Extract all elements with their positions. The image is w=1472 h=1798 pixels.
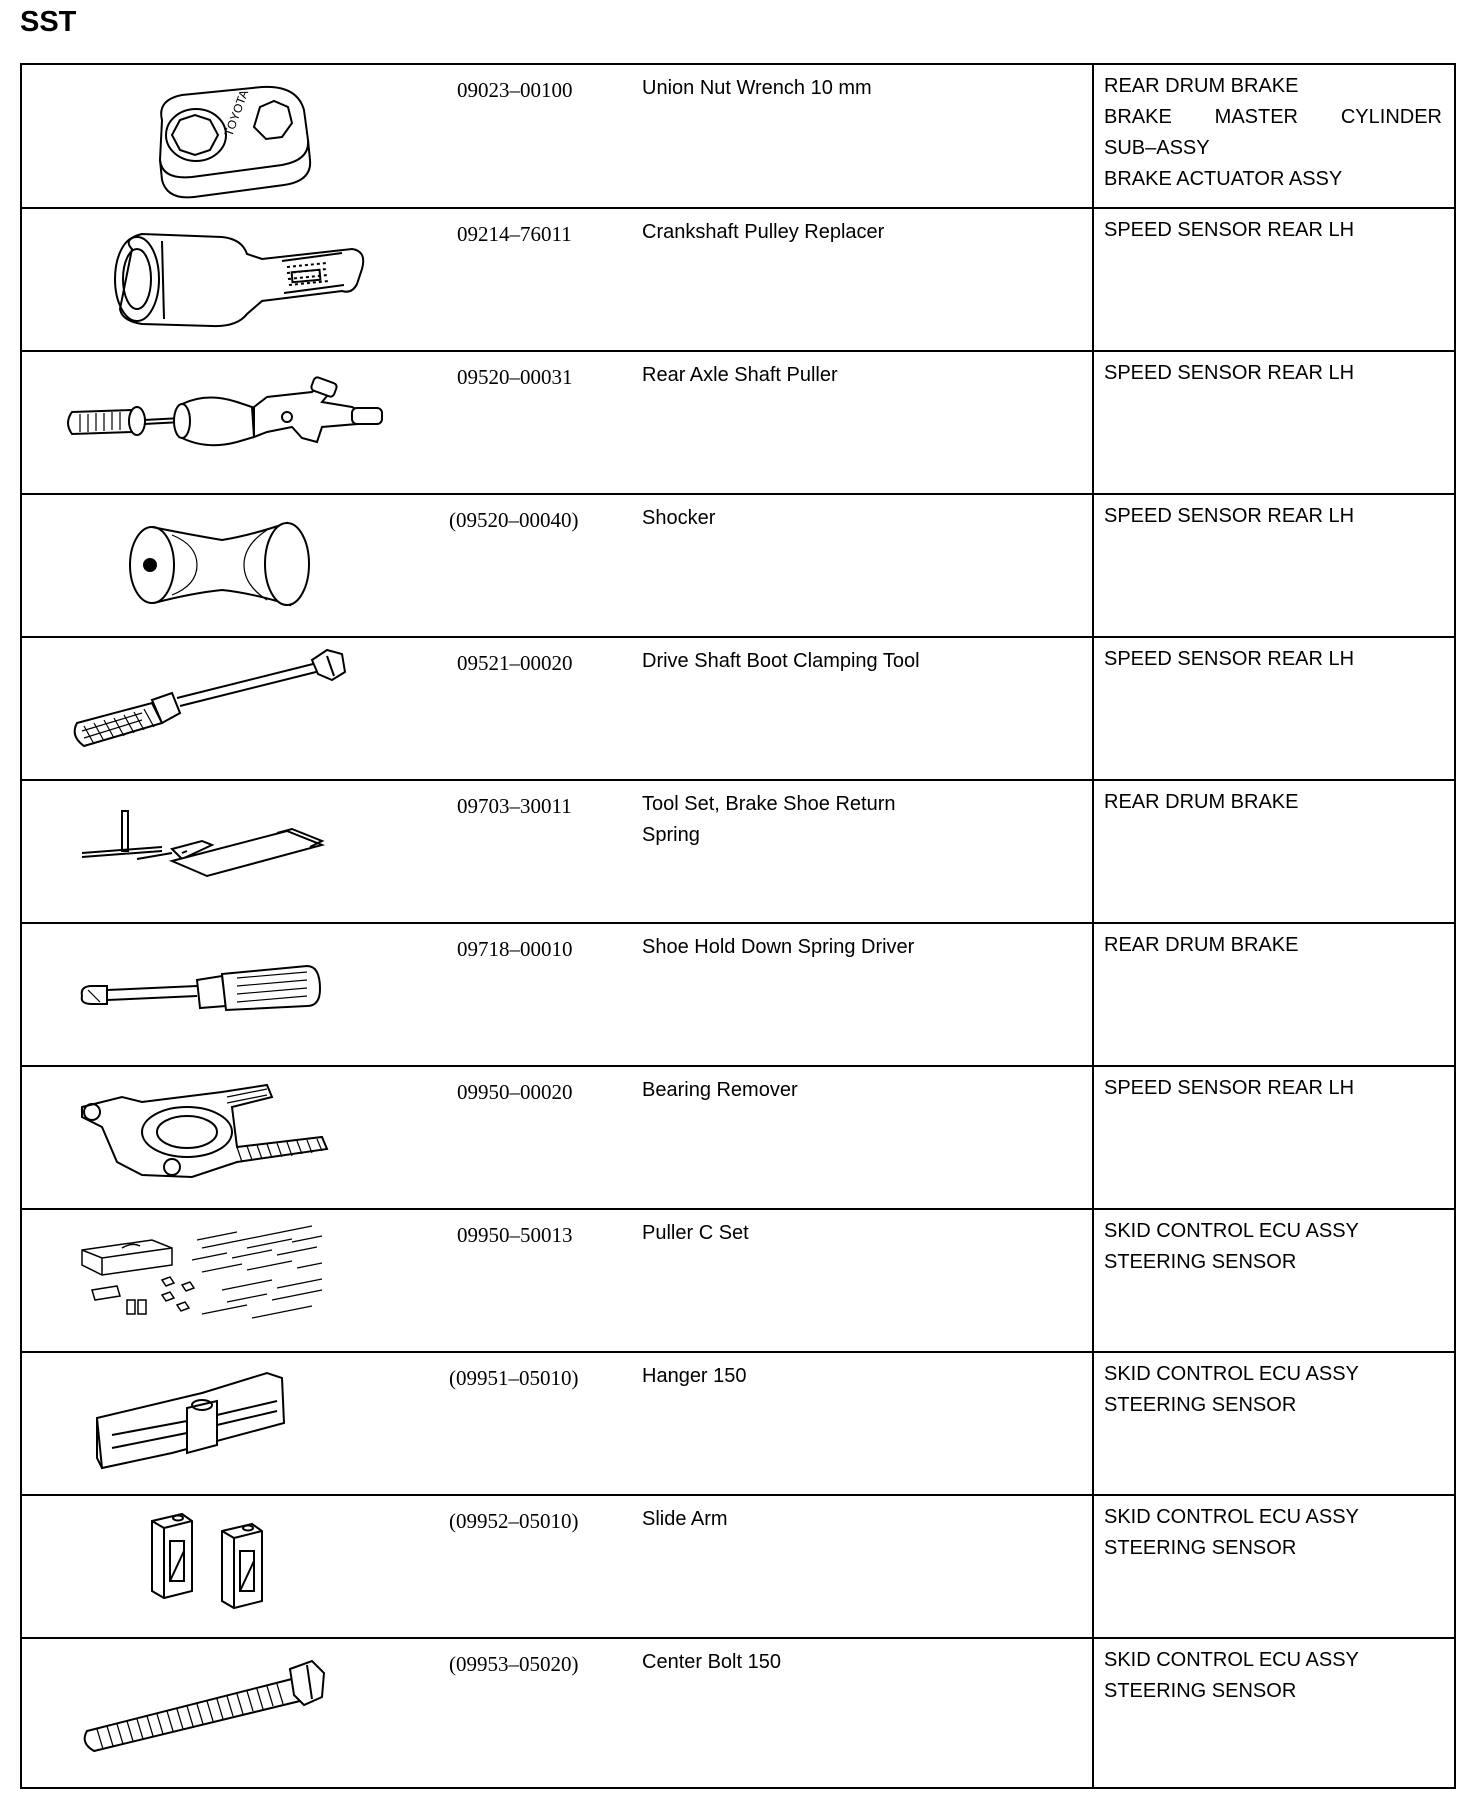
usage-cell bbox=[1092, 65, 1454, 207]
tool-name: Hanger 150 bbox=[642, 1365, 747, 1387]
tool-name: Center Bolt 150 bbox=[642, 1651, 781, 1673]
bearing-remover-icon bbox=[22, 1067, 437, 1207]
tool-name-cell bbox=[637, 924, 1092, 1065]
usage-item: SKID CONTROL ECU ASSY bbox=[1104, 1649, 1359, 1671]
usage-item: BRAKE ACTUATOR ASSY bbox=[1104, 168, 1343, 190]
tool-name-cell bbox=[637, 1496, 1092, 1637]
part-number: 09214–76011 bbox=[457, 222, 572, 246]
tool-name: Union Nut Wrench 10 mm bbox=[642, 77, 872, 99]
usage-cell bbox=[1092, 1353, 1454, 1494]
usage-item: SPEED SENSOR REAR LH bbox=[1104, 362, 1355, 384]
tool-name: Tool Set, Brake Shoe Return bbox=[642, 793, 896, 815]
usage-item: SPEED SENSOR REAR LH bbox=[1104, 219, 1355, 241]
tool-name-cell bbox=[637, 495, 1092, 636]
tool-name-cell bbox=[637, 1639, 1092, 1787]
part-number: 09703–30011 bbox=[457, 794, 572, 818]
usage-item: SKID CONTROL ECU ASSY bbox=[1104, 1506, 1359, 1528]
illustration-cell bbox=[22, 1639, 437, 1787]
part-number-cell bbox=[437, 1353, 637, 1494]
illustration-cell bbox=[22, 65, 437, 207]
table-row bbox=[22, 1351, 1454, 1494]
table-row bbox=[22, 350, 1454, 493]
shocker-icon bbox=[22, 495, 437, 635]
tool-name-cell bbox=[637, 352, 1092, 493]
brake-shoe-return-spring-tool-set-icon bbox=[22, 781, 437, 921]
usage-cell bbox=[1092, 924, 1454, 1065]
shoe-hold-down-spring-driver-icon bbox=[22, 924, 437, 1064]
part-number: (09953–05020) bbox=[449, 1652, 579, 1676]
tool-name-cell bbox=[637, 1353, 1092, 1494]
usage-cell bbox=[1092, 1496, 1454, 1637]
usage-cell bbox=[1092, 781, 1454, 922]
illustration-cell bbox=[22, 781, 437, 922]
part-number: 09520–00031 bbox=[457, 365, 573, 389]
usage-cell bbox=[1092, 638, 1454, 779]
tool-name-cell bbox=[637, 65, 1092, 207]
part-number-cell bbox=[437, 65, 637, 207]
slide-arm-icon bbox=[22, 1496, 437, 1636]
part-number: 09950–50013 bbox=[457, 1223, 573, 1247]
part-number-cell bbox=[437, 352, 637, 493]
part-number-cell bbox=[437, 638, 637, 779]
union-nut-wrench-icon bbox=[22, 65, 437, 205]
illustration-cell bbox=[22, 209, 437, 350]
crankshaft-pulley-replacer-icon bbox=[22, 209, 437, 349]
usage-item: STEERING SENSOR bbox=[1104, 1394, 1297, 1416]
table-row bbox=[22, 1494, 1454, 1637]
usage-item: SKID CONTROL ECU ASSY bbox=[1104, 1363, 1359, 1385]
illustration-cell bbox=[22, 1067, 437, 1208]
puller-c-set-icon bbox=[22, 1210, 437, 1350]
part-number-cell bbox=[437, 1210, 637, 1351]
table-row bbox=[22, 779, 1454, 922]
part-number-cell bbox=[437, 1067, 637, 1208]
usage-item: BRAKE MASTER CYLINDER bbox=[1104, 106, 1442, 128]
page-title: SST bbox=[20, 6, 77, 38]
tool-name: Shocker bbox=[642, 507, 716, 529]
usage-item: SPEED SENSOR REAR LH bbox=[1104, 1077, 1355, 1099]
tool-name: Puller C Set bbox=[642, 1222, 749, 1244]
illustration-cell bbox=[22, 352, 437, 493]
illustration-cell bbox=[22, 1353, 437, 1494]
tool-name-cell bbox=[637, 209, 1092, 350]
tool-name: Crankshaft Pulley Replacer bbox=[642, 221, 885, 243]
usage-cell bbox=[1092, 209, 1454, 350]
tool-name: Shoe Hold Down Spring Driver bbox=[642, 936, 915, 958]
part-number: (09952–05010) bbox=[449, 1509, 579, 1533]
usage-cell bbox=[1092, 1639, 1454, 1787]
tool-name: Drive Shaft Boot Clamping Tool bbox=[642, 650, 920, 672]
usage-item: REAR DRUM BRAKE bbox=[1104, 75, 1299, 97]
illustration-cell bbox=[22, 1210, 437, 1351]
usage-cell bbox=[1092, 1210, 1454, 1351]
usage-item: REAR DRUM BRAKE bbox=[1104, 791, 1299, 813]
usage-cell bbox=[1092, 1067, 1454, 1208]
table-row bbox=[22, 65, 1454, 207]
rear-axle-shaft-puller-icon bbox=[22, 352, 437, 492]
sst-table bbox=[20, 63, 1456, 1789]
drive-shaft-boot-clamping-tool-icon bbox=[22, 638, 437, 778]
part-number: 09521–00020 bbox=[457, 651, 573, 675]
tool-name: Spring bbox=[642, 824, 700, 846]
svg-text:TOYOTA: TOYOTA bbox=[221, 88, 252, 139]
table-row bbox=[22, 493, 1454, 636]
part-number-cell bbox=[437, 781, 637, 922]
part-number: 09718–00010 bbox=[457, 937, 573, 961]
table-row bbox=[22, 207, 1454, 350]
part-number: 09950–00020 bbox=[457, 1080, 573, 1104]
part-number-cell bbox=[437, 1639, 637, 1787]
part-number: (09951–05010) bbox=[449, 1366, 579, 1390]
tool-name-cell bbox=[637, 1210, 1092, 1351]
table-row bbox=[22, 636, 1454, 779]
usage-item: REAR DRUM BRAKE bbox=[1104, 934, 1299, 956]
usage-item: STEERING SENSOR bbox=[1104, 1537, 1297, 1559]
usage-item: SPEED SENSOR REAR LH bbox=[1104, 505, 1355, 527]
table-row bbox=[22, 1208, 1454, 1351]
table-row bbox=[22, 1065, 1454, 1208]
part-number-cell bbox=[437, 495, 637, 636]
usage-item: SUB–ASSY bbox=[1104, 137, 1210, 159]
part-number-cell bbox=[437, 1496, 637, 1637]
usage-item: STEERING SENSOR bbox=[1104, 1680, 1297, 1702]
illustration-cell bbox=[22, 924, 437, 1065]
tool-name-cell bbox=[637, 638, 1092, 779]
usage-cell bbox=[1092, 352, 1454, 493]
illustration-cell bbox=[22, 495, 437, 636]
usage-item: SKID CONTROL ECU ASSY bbox=[1104, 1220, 1359, 1242]
tool-name-cell bbox=[637, 1067, 1092, 1208]
hanger-icon bbox=[22, 1353, 437, 1493]
part-number: 09023–00100 bbox=[457, 78, 573, 102]
usage-item: SPEED SENSOR REAR LH bbox=[1104, 648, 1355, 670]
tool-name: Rear Axle Shaft Puller bbox=[642, 364, 838, 386]
illustration-cell bbox=[22, 638, 437, 779]
usage-cell bbox=[1092, 495, 1454, 636]
tool-name: Slide Arm bbox=[642, 1508, 728, 1530]
tool-name-cell bbox=[637, 781, 1092, 922]
usage-item: STEERING SENSOR bbox=[1104, 1251, 1297, 1273]
table-row bbox=[22, 1637, 1454, 1787]
table-row bbox=[22, 922, 1454, 1065]
part-number-cell bbox=[437, 209, 637, 350]
part-number: (09520–00040) bbox=[449, 508, 579, 532]
tool-name: Bearing Remover bbox=[642, 1079, 798, 1101]
center-bolt-icon bbox=[22, 1639, 437, 1779]
illustration-cell bbox=[22, 1496, 437, 1637]
part-number-cell bbox=[437, 924, 637, 1065]
